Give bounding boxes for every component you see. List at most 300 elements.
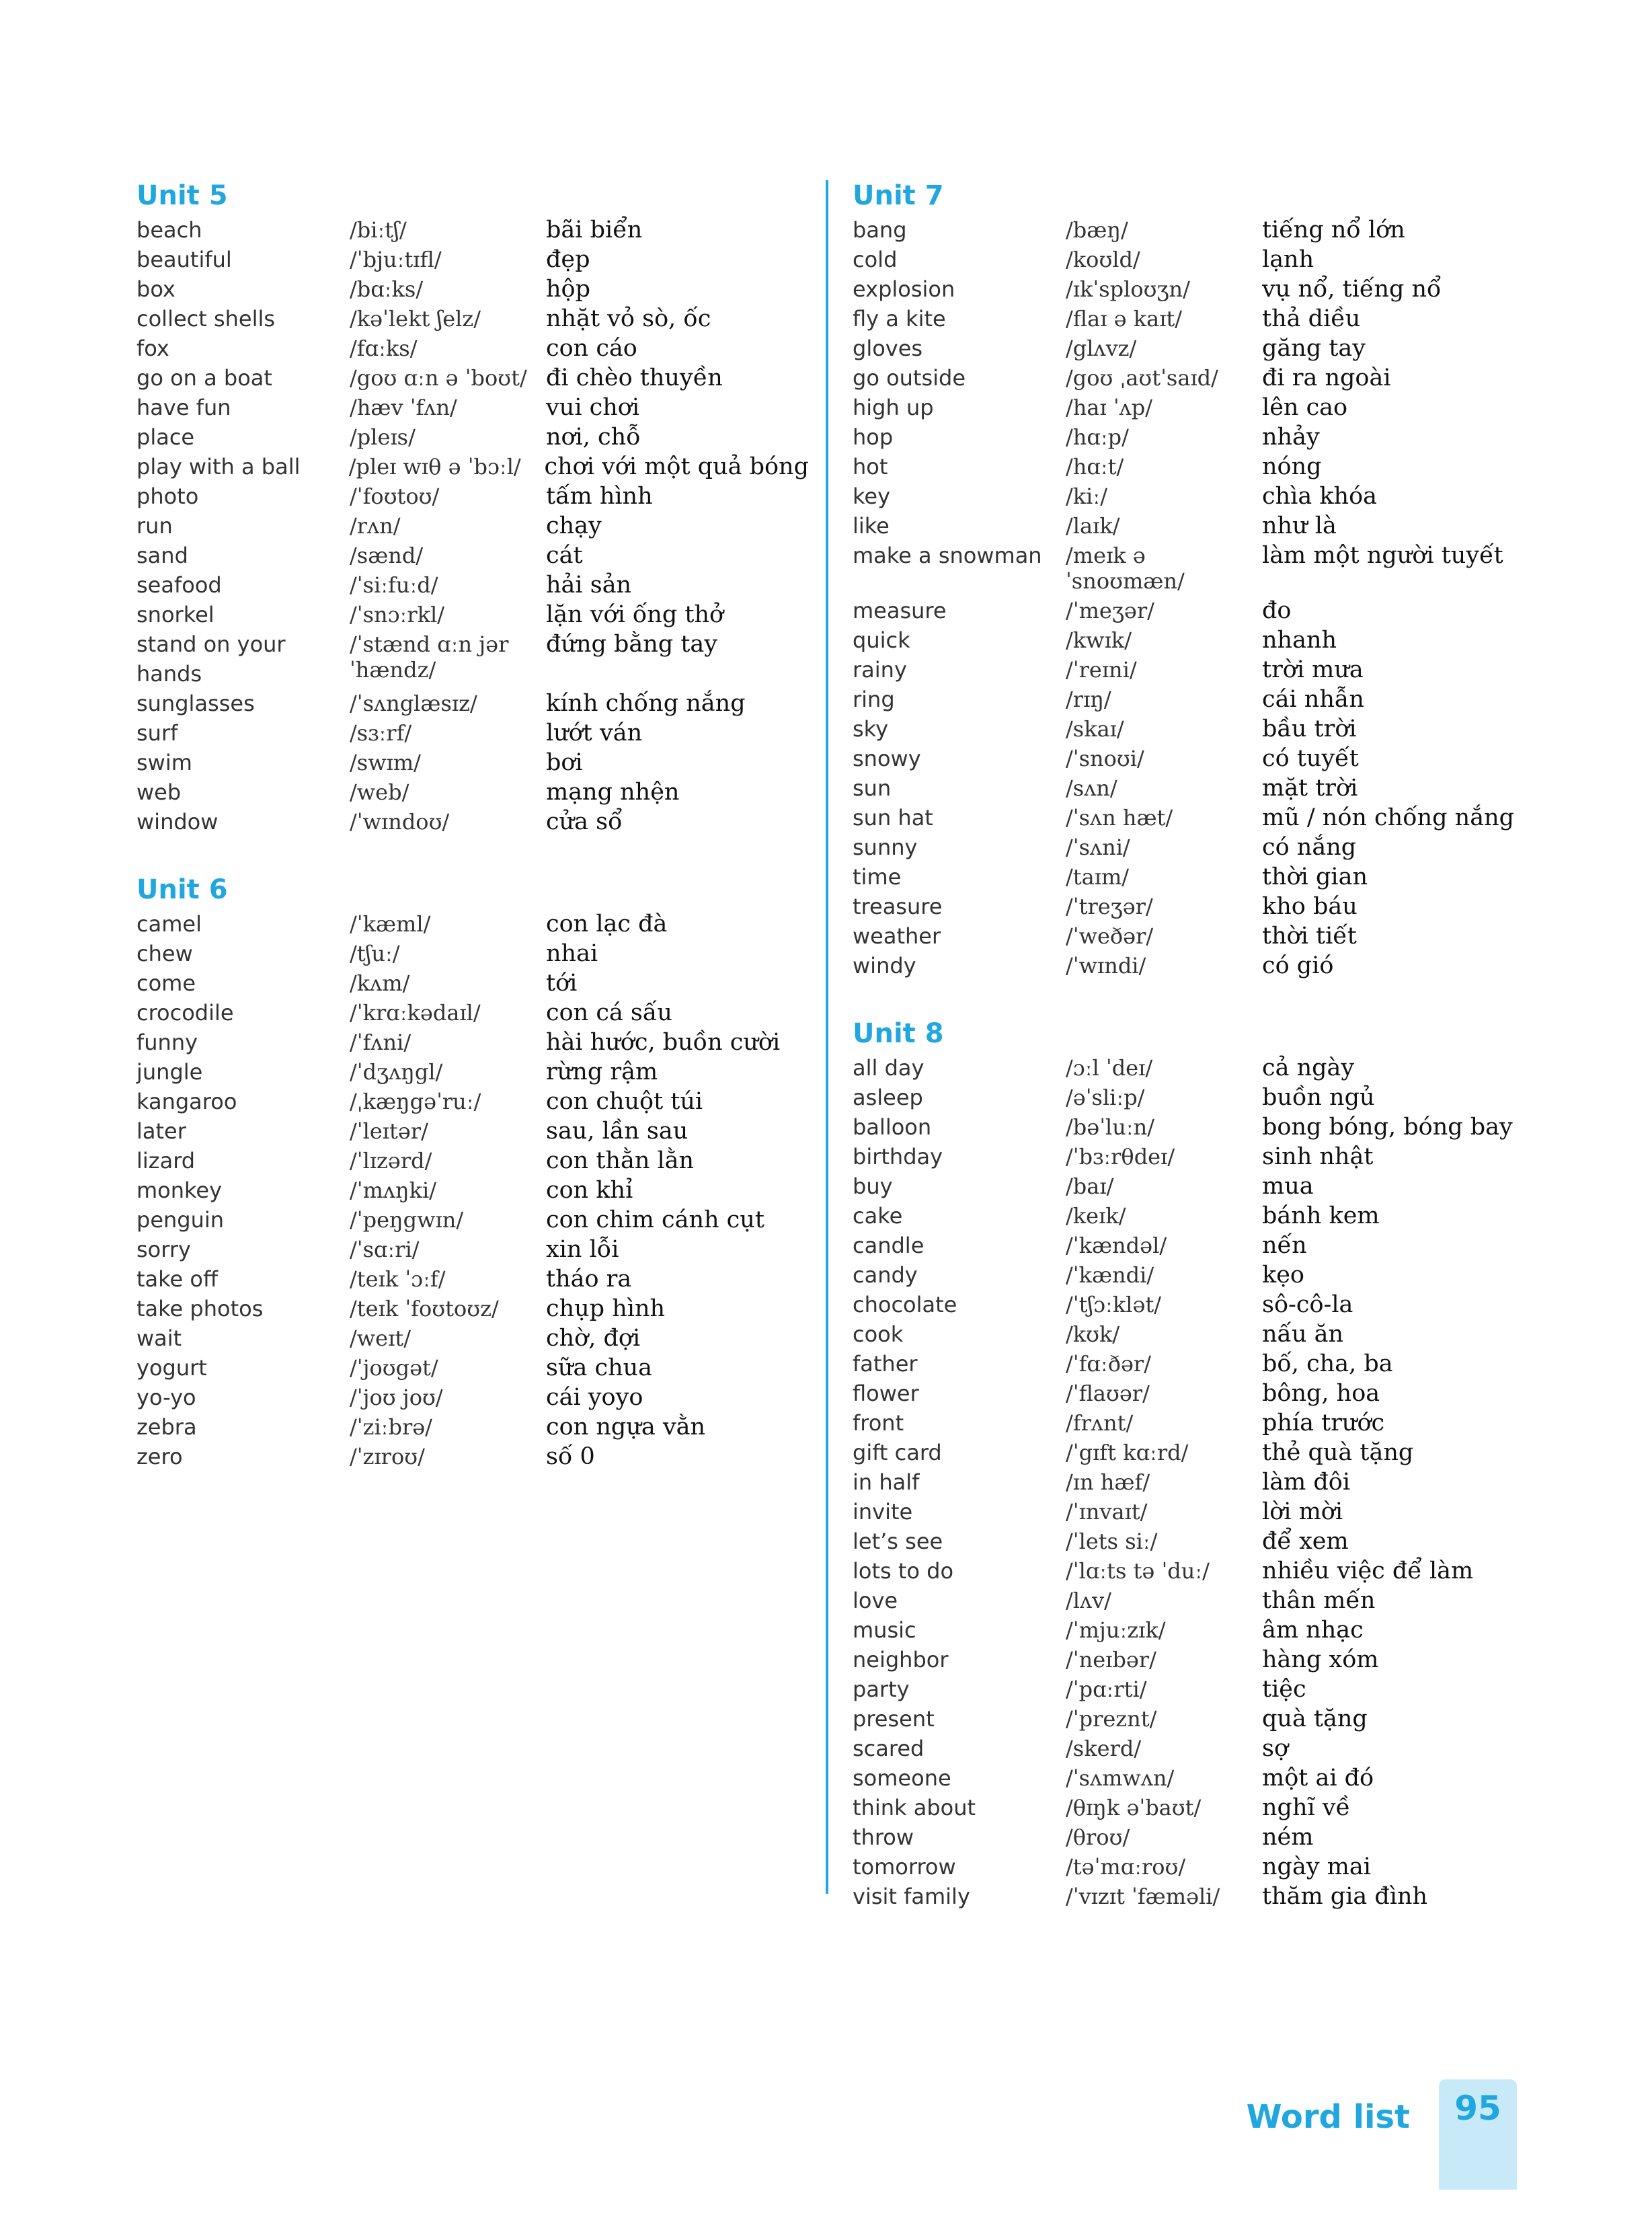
word-entry	[136, 215, 809, 245]
meaning-text: thăm gia đình	[1262, 1883, 1428, 1910]
meaning-text: phía trước	[1262, 1410, 1385, 1436]
word-text: yogurt	[136, 1355, 207, 1381]
word-entry	[853, 1734, 1525, 1763]
word-text: rainy	[853, 657, 907, 683]
meaning-text: làm một người tuyết	[1262, 542, 1503, 569]
phonetic-text: /ˈneɪbər/	[1066, 1647, 1156, 1672]
word-text: yo-yo	[136, 1385, 196, 1410]
phonetic-text: /sɜːrf/	[350, 720, 412, 746]
meaning-text: lời mời	[1262, 1498, 1343, 1525]
phonetic-text: /bəˈluːn/	[1066, 1114, 1155, 1140]
word-entry	[853, 803, 1525, 833]
word-entry	[136, 304, 809, 334]
meaning-text: con lạc đà	[546, 911, 668, 937]
word-text: funny	[136, 1030, 198, 1055]
word-text: chocolate	[853, 1292, 957, 1317]
phonetic-text: /ˈdʒʌŋgl/	[350, 1059, 443, 1085]
word-entry	[136, 718, 809, 748]
meaning-text: con chuột túi	[546, 1088, 703, 1115]
word-text: take off	[136, 1266, 219, 1292]
word-entry	[136, 570, 809, 600]
meaning-text: kẹo	[1262, 1262, 1304, 1288]
word-entry	[853, 334, 1525, 363]
word-text: tomorrow	[853, 1854, 956, 1880]
meaning-text: tháo ra	[546, 1266, 632, 1293]
word-text: sun	[853, 775, 892, 801]
phonetic-text: /ˌkæŋgəˈruː/	[350, 1089, 481, 1114]
word-text: high up	[853, 395, 934, 420]
word-text: fox	[136, 336, 169, 361]
unit-gap	[853, 980, 1525, 1014]
word-text: think about	[853, 1795, 976, 1820]
phonetic-text: /ˈfoʊtoʊ/	[350, 484, 440, 509]
word-entry	[853, 892, 1525, 921]
phonetic-text: /kʊk/	[1066, 1321, 1120, 1347]
word-entry	[853, 1349, 1525, 1379]
word-text: like	[853, 513, 890, 539]
word-entry	[853, 541, 1525, 596]
unit-heading: Unit 7	[853, 180, 944, 211]
phonetic-text: /ˈjoʊgət/	[350, 1355, 438, 1381]
word-text: crocodile	[136, 1000, 234, 1026]
word-text: lizard	[136, 1148, 196, 1173]
word-text: visit family	[853, 1884, 970, 1909]
phonetic-text: /ˈsʌnglæsɪz/	[350, 691, 477, 716]
meaning-text: hộp	[546, 276, 591, 303]
word-text: camel	[136, 911, 202, 937]
word-entry	[853, 1171, 1525, 1201]
meaning-text: nhặt vỏ sò, ốc	[546, 305, 711, 332]
word-entry	[853, 1231, 1525, 1260]
word-entry	[136, 807, 809, 837]
word-entry	[136, 1235, 809, 1264]
word-text: ring	[853, 687, 895, 712]
meaning-text: chơi với một quả bóng	[544, 453, 809, 480]
word-entry	[853, 1822, 1525, 1852]
word-text: all day	[853, 1055, 925, 1081]
word-entry	[136, 422, 809, 452]
word-entry	[853, 245, 1525, 274]
phonetic-text: /ˈbjuːtɪfl/	[350, 247, 442, 272]
meaning-text: bầu trời	[1262, 716, 1357, 742]
meaning-text: chạy	[546, 512, 602, 539]
meaning-text: hài hước, buồn cười	[546, 1029, 781, 1056]
word-text: surf	[136, 720, 178, 746]
phonetic-text: /ˈtreʒər/	[1066, 894, 1153, 919]
word-text: gift card	[853, 1440, 942, 1465]
meaning-text: có tuyết	[1262, 745, 1359, 772]
meaning-text: nấu ăn	[1262, 1321, 1344, 1348]
phonetic-text: /ˈwɪndoʊ/	[350, 809, 450, 835]
word-entry	[853, 1438, 1525, 1467]
word-text: weather	[853, 923, 941, 949]
phonetic-text: /ˈflaʊər/	[1066, 1381, 1150, 1406]
meaning-text: chìa khóa	[1262, 483, 1378, 510]
page-number-tab	[1439, 2079, 1517, 2190]
word-text: gloves	[853, 336, 923, 361]
unit-heading: Unit 5	[136, 180, 228, 211]
phonetic-text: /ˈsnɔːrkl/	[350, 602, 445, 627]
meaning-text: thả diều	[1262, 305, 1361, 332]
word-text: come	[136, 970, 196, 996]
meaning-text: nóng	[1262, 453, 1322, 480]
phonetic-text: /ɔːl ˈdeɪ/	[1066, 1055, 1153, 1081]
phonetic-text: /keɪk/	[1066, 1203, 1126, 1229]
unit-section	[136, 176, 809, 837]
phonetic-text: /ɪkˈsploʊʒn/	[1066, 276, 1190, 302]
word-text: scared	[853, 1736, 925, 1761]
meaning-text: rừng rậm	[546, 1059, 658, 1085]
unit-heading: Unit 8	[853, 1018, 944, 1049]
word-entry	[136, 1176, 809, 1205]
word-text: let’s see	[853, 1529, 943, 1554]
word-text: sunny	[853, 835, 918, 860]
phonetic-text: /flaɪ ə kaɪt/	[1066, 306, 1183, 332]
phonetic-text: /ˈkændəl/	[1066, 1233, 1167, 1258]
word-entry	[136, 1028, 809, 1057]
word-text: party	[853, 1677, 910, 1702]
meaning-text: lướt ván	[546, 720, 643, 746]
meaning-text: có nắng	[1262, 834, 1357, 861]
word-text: explosion	[853, 276, 955, 302]
word-text: candy	[853, 1262, 918, 1288]
word-text: snorkel	[136, 602, 214, 627]
word-entry	[853, 1615, 1525, 1645]
word-entry	[853, 1882, 1525, 1911]
meaning-text: bố, cha, ba	[1262, 1350, 1393, 1377]
meaning-text: tiệc	[1262, 1676, 1306, 1703]
word-entry	[136, 1087, 809, 1116]
word-entry	[853, 744, 1525, 773]
meaning-text: sữa chua	[546, 1354, 653, 1381]
unit-section	[136, 837, 809, 1471]
phonetic-text: /kwɪk/	[1066, 627, 1132, 653]
phonetic-text: /ˈkrɑːkədaɪl/	[350, 1000, 481, 1026]
phonetic-text: /fɑːks/	[350, 336, 418, 361]
word-entry	[136, 245, 809, 274]
phonetic-text: /weɪt/	[350, 1325, 411, 1351]
word-text: run	[136, 513, 173, 539]
meaning-text: làm đôi	[1262, 1469, 1351, 1496]
word-entry	[853, 1290, 1525, 1319]
word-entry	[136, 511, 809, 541]
word-text: quick	[853, 627, 910, 653]
word-entry	[853, 274, 1525, 304]
word-text: someone	[853, 1765, 951, 1791]
word-entry	[136, 1323, 809, 1353]
phonetic-text: /koʊld/	[1066, 247, 1140, 272]
phonetic-text: /θroʊ/	[1066, 1824, 1130, 1850]
left-column	[136, 176, 809, 1471]
meaning-text: nhanh	[1262, 627, 1337, 654]
meaning-text: thẻ quà tặng	[1262, 1439, 1414, 1466]
meaning-text: đi ra ngoài	[1262, 364, 1391, 391]
word-text: seafood	[136, 572, 222, 598]
meaning-text: quà tặng	[1262, 1705, 1368, 1732]
phonetic-text: /ˈkændi/	[1066, 1262, 1154, 1288]
meaning-text: hàng xóm	[1262, 1646, 1379, 1673]
meaning-text: cửa sổ	[546, 808, 623, 835]
meaning-text: thân mến	[1262, 1587, 1376, 1614]
word-text: sunglasses	[136, 691, 255, 716]
word-entry	[136, 363, 809, 393]
word-entry	[853, 1142, 1525, 1171]
phonetic-text: /ɪn hæf/	[1066, 1469, 1150, 1495]
word-entry	[136, 689, 809, 718]
word-text: place	[136, 424, 195, 450]
phonetic-text: /hɑːp/	[1066, 424, 1129, 450]
word-text: web	[136, 779, 182, 805]
phonetic-text: /ˈɪnvaɪt/	[1066, 1499, 1148, 1525]
phonetic-text: /ˈjoʊ joʊ/	[350, 1385, 443, 1410]
phonetic-text: /lʌv/	[1066, 1588, 1111, 1613]
phonetic-text: /hɑːt/	[1066, 454, 1124, 479]
phonetic-text: /ˈstænd ɑːn jər ˈhændz/	[350, 631, 509, 683]
word-entry	[853, 393, 1525, 422]
word-entry	[853, 1763, 1525, 1793]
meaning-text: mũ / nón chống nắng	[1262, 804, 1515, 831]
word-text: in half	[853, 1469, 920, 1495]
word-entry	[853, 363, 1525, 393]
word-text: make a snowman	[853, 543, 1042, 568]
unit-section	[853, 980, 1525, 1911]
phonetic-text: /teɪk ˈfoʊtoʊz/	[350, 1296, 499, 1321]
word-entry	[136, 1412, 809, 1442]
meaning-text: cả ngày	[1262, 1054, 1355, 1081]
phonetic-text: /ˈsiːfuːd/	[350, 572, 438, 598]
phonetic-text: /teɪk ˈɔːf/	[350, 1266, 446, 1292]
word-text: monkey	[136, 1178, 223, 1203]
phonetic-text: /tʃuː/	[350, 941, 400, 966]
meaning-text: đứng bằng tay	[546, 631, 718, 658]
word-text: throw	[853, 1824, 914, 1850]
word-entry	[136, 541, 809, 570]
word-entry	[853, 1319, 1525, 1349]
meaning-text: thời gian	[1262, 863, 1368, 890]
word-entry	[136, 1205, 809, 1235]
meaning-text: con khỉ	[546, 1177, 633, 1204]
meaning-text: xin lỗi	[546, 1236, 619, 1263]
word-text: stand on your hands	[136, 631, 286, 687]
phonetic-text: /ˈsɑːri/	[350, 1237, 420, 1262]
meaning-text: con chim cánh cụt	[546, 1206, 764, 1233]
word-entry	[853, 1852, 1525, 1882]
word-entry	[136, 998, 809, 1028]
phonetic-text: /skerd/	[1066, 1736, 1142, 1761]
word-text: time	[853, 864, 902, 890]
phonetic-text: /laɪk/	[1066, 513, 1120, 539]
meaning-text: con cáo	[546, 335, 637, 362]
word-entry	[853, 951, 1525, 980]
phonetic-text: /glʌvz/	[1066, 336, 1137, 361]
meaning-text: nhảy	[1262, 424, 1320, 451]
right-column	[853, 176, 1525, 1911]
word-text: snowy	[853, 746, 921, 771]
word-entry	[136, 1383, 809, 1412]
phonetic-text: /təˈmɑːroʊ/	[1066, 1854, 1186, 1880]
word-entry	[853, 452, 1525, 482]
word-text: windy	[853, 953, 916, 978]
meaning-text: sợ	[1262, 1735, 1289, 1762]
meaning-text: mặt trời	[1262, 775, 1358, 802]
meaning-text: sau, lần sau	[546, 1118, 689, 1145]
word-text: lots to do	[853, 1558, 954, 1584]
phonetic-text: /ˈzɪroʊ/	[350, 1444, 425, 1469]
word-text: play with a ball	[136, 454, 301, 479]
meaning-text: bông, hoa	[1262, 1380, 1380, 1407]
phonetic-text: /θɪŋk əˈbaʊt/	[1066, 1795, 1202, 1820]
phonetic-text: /ˈsʌmwʌn/	[1066, 1765, 1175, 1791]
word-entry	[853, 1467, 1525, 1497]
meaning-text: con thằn lằn	[546, 1147, 695, 1174]
page-number: 95	[1454, 2089, 1501, 2128]
phonetic-text: /ˈlɪzərd/	[350, 1148, 432, 1173]
unit-section	[853, 176, 1525, 980]
phonetic-text: /pleɪ wɪθ ə ˈbɔːl/	[348, 454, 521, 479]
word-entry	[136, 1442, 809, 1471]
word-text: buy	[853, 1173, 893, 1199]
meaning-text: chụp hình	[546, 1295, 666, 1322]
meaning-text: tới	[546, 970, 578, 997]
word-text: music	[853, 1617, 916, 1643]
word-text: box	[136, 276, 175, 302]
meaning-text: cái yoyo	[546, 1384, 643, 1411]
phonetic-text: /ˈsʌn hæt/	[1066, 805, 1173, 831]
meaning-text: mạng nhện	[546, 779, 680, 806]
column-divider	[826, 180, 828, 1894]
word-text: love	[853, 1588, 898, 1613]
word-text: asleep	[853, 1085, 923, 1110]
meaning-text: buồn ngủ	[1262, 1084, 1375, 1111]
phonetic-text: /goʊ ˌaʊtˈsaɪd/	[1066, 365, 1218, 391]
word-text: present	[853, 1706, 935, 1732]
word-entry	[853, 1083, 1525, 1112]
phonetic-text: /baɪ/	[1066, 1173, 1114, 1199]
phonetic-text: /ˈsnoʊi/	[1066, 746, 1144, 771]
word-entry	[853, 921, 1525, 951]
phonetic-text: /rʌn/	[350, 513, 401, 539]
word-entry	[853, 1527, 1525, 1556]
word-entry	[853, 304, 1525, 334]
word-text: have fun	[136, 395, 231, 420]
word-entry	[853, 596, 1525, 625]
meaning-text: sinh nhật	[1262, 1143, 1374, 1170]
word-entry	[136, 393, 809, 422]
meaning-text: bãi biển	[546, 217, 643, 243]
phonetic-text: /əˈsliːp/	[1066, 1085, 1145, 1110]
word-text: hot	[853, 454, 888, 479]
meaning-text: kho báu	[1262, 893, 1358, 920]
meaning-text: chờ, đợi	[546, 1325, 641, 1352]
word-entry	[136, 909, 809, 939]
meaning-text: nghĩ về	[1262, 1794, 1351, 1821]
unit-gap	[136, 837, 809, 870]
word-entry	[853, 833, 1525, 862]
word-entry	[853, 1556, 1525, 1586]
phonetic-text: /ˈfɑːðər/	[1066, 1351, 1151, 1377]
word-text: swim	[136, 750, 192, 775]
word-text: cook	[853, 1321, 904, 1347]
word-entry	[136, 939, 809, 968]
word-text: birthday	[853, 1144, 943, 1169]
phonetic-text: /bæŋ/	[1066, 217, 1128, 243]
word-text: window	[136, 809, 219, 835]
word-text: treasure	[853, 894, 943, 919]
word-entry	[853, 1645, 1525, 1675]
word-text: wait	[136, 1325, 182, 1351]
phonetic-text: /kəˈlekt ʃelz/	[350, 306, 481, 332]
word-entry	[853, 1704, 1525, 1734]
meaning-text: kính chống nắng	[546, 690, 746, 717]
word-text: key	[853, 484, 891, 509]
phonetic-text: /sʌn/	[1066, 775, 1117, 801]
word-entry	[853, 511, 1525, 541]
word-entry	[853, 862, 1525, 892]
phonetic-text: /ˈmeʒər/	[1066, 598, 1154, 623]
meaning-text: ném	[1262, 1824, 1314, 1851]
word-entry	[136, 1294, 809, 1323]
word-text: later	[136, 1118, 186, 1144]
phonetic-text: /ˈtʃɔːklət/	[1066, 1292, 1162, 1317]
phonetic-text: /swɪm/	[350, 750, 421, 775]
phonetic-text: /ˈpeŋgwɪn/	[350, 1207, 464, 1233]
phonetic-text: /ˈleɪtər/	[350, 1118, 428, 1144]
word-text: fly a kite	[853, 306, 946, 332]
phonetic-text: /ˈvɪzɪt ˈfæməli/	[1066, 1884, 1220, 1909]
word-entry	[136, 452, 809, 482]
meaning-text: lặn với ống thở	[546, 601, 724, 628]
word-text: cold	[853, 247, 898, 272]
phonetic-text: /rɪŋ/	[1066, 687, 1111, 712]
word-text: collect shells	[136, 306, 276, 332]
meaning-text: nến	[1262, 1232, 1307, 1259]
word-entry	[853, 1675, 1525, 1704]
phonetic-text: /ˈkæml/	[350, 911, 431, 937]
word-text: sand	[136, 543, 188, 568]
word-text: kangaroo	[136, 1089, 237, 1114]
word-text: chew	[136, 941, 193, 966]
word-entry	[853, 1201, 1525, 1231]
word-entry	[853, 685, 1525, 714]
phonetic-text: /ˈmʌŋki/	[350, 1178, 437, 1203]
word-entry	[136, 968, 809, 998]
meaning-text: vui chơi	[546, 394, 640, 421]
word-entry	[853, 714, 1525, 744]
word-text: candle	[853, 1233, 925, 1258]
meaning-text: con cá sấu	[546, 999, 672, 1026]
meaning-text: nhai	[546, 940, 598, 967]
phonetic-text: /ˈwɪndi/	[1066, 953, 1146, 978]
phonetic-text: /web/	[350, 779, 409, 805]
word-entry	[853, 1497, 1525, 1527]
word-text: sun hat	[853, 805, 933, 831]
word-text: photo	[136, 484, 199, 509]
word-entry	[853, 1586, 1525, 1615]
word-entry	[136, 1057, 809, 1087]
word-entry	[136, 274, 809, 304]
unit-heading: Unit 6	[136, 874, 228, 905]
phonetic-text: /ˈziːbrə/	[350, 1414, 432, 1440]
phonetic-text: /ˈreɪni/	[1066, 657, 1137, 683]
word-text: measure	[853, 598, 947, 623]
meaning-text: trời mưa	[1262, 656, 1364, 683]
word-entry	[853, 215, 1525, 245]
word-entry	[853, 1408, 1525, 1438]
phonetic-text: /meɪk ə ˈsnoʊmæn/	[1066, 543, 1185, 594]
word-entry	[853, 625, 1525, 655]
word-entry	[853, 655, 1525, 685]
meaning-text: cát	[546, 542, 583, 569]
